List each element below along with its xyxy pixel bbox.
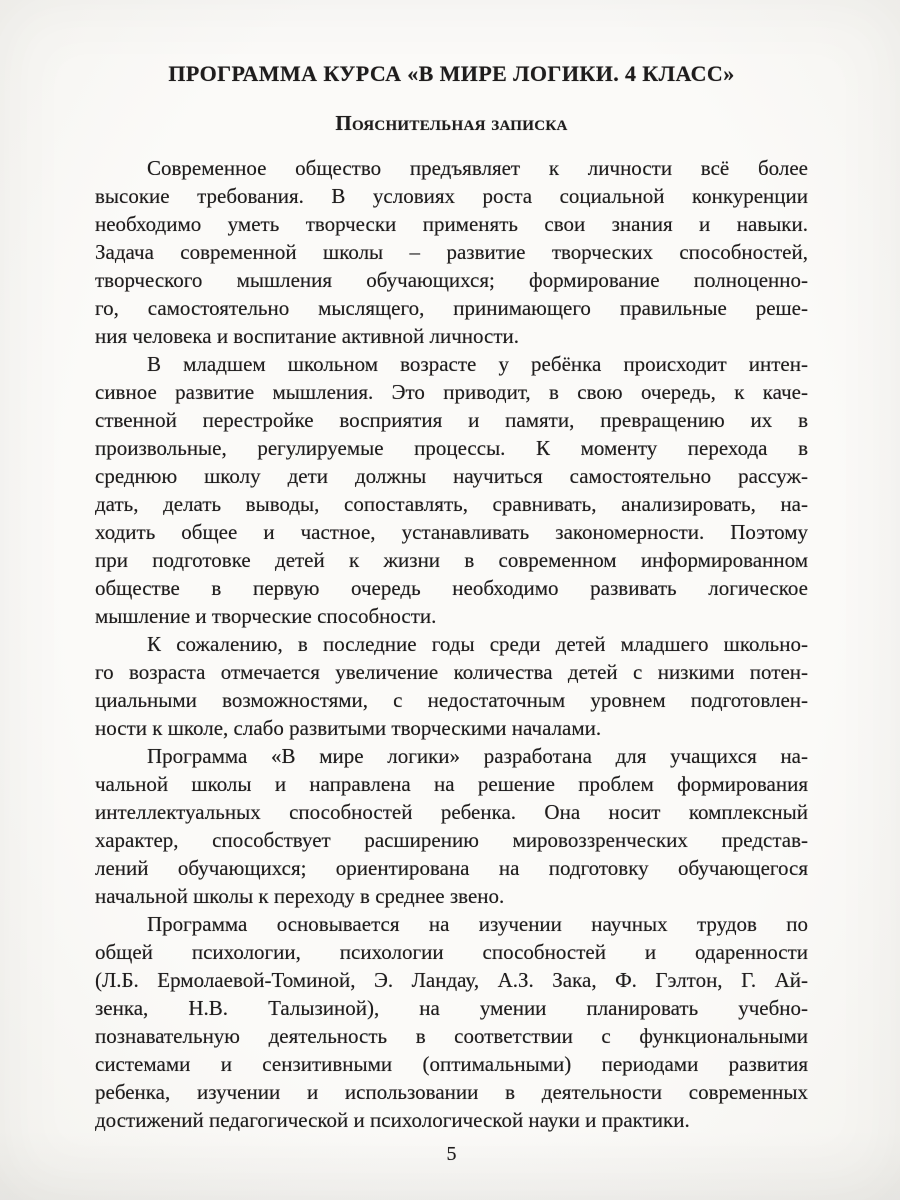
text-line: начальной школы к переходу в среднее звено.: [95, 884, 505, 908]
text-line: циальными возможностями, с недостаточным уровнем подготовлен-: [95, 688, 808, 712]
text-line: достижений педагогической и психологической науки и практики.: [95, 1108, 690, 1132]
paragraph: [95, 910, 808, 1134]
page-subtitle: Пояснительная записка: [335, 111, 568, 135]
text-line: В младшем школьном возрасте у ребёнка происходит интен-: [147, 352, 808, 376]
text-line: ребенка, изучении и использовании в деятельности современных: [95, 1080, 808, 1104]
page-number: 5: [446, 1143, 457, 1165]
text-line: Программа «В мире логики» разработана для учащихся на-: [147, 744, 808, 768]
text-line: Программа основывается на изучении научных трудов по: [147, 912, 808, 936]
text-line: необходимо уметь творчески применять свои знания и навыки.: [95, 212, 808, 236]
text-line: го возраста отмечается увеличение количества детей с низкими потен-: [95, 660, 808, 684]
paragraph: [95, 350, 808, 630]
text-line: ности к школе, слабо развитыми творческими началами.: [95, 716, 602, 740]
text-line: ственной перестройке восприятия и памяти, превращению их в: [95, 408, 808, 432]
text-line: высокие требования. В условиях роста социальной конкуренции: [95, 184, 808, 208]
text-line: лений обучающихся; ориентирована на подготовку обучающегося: [95, 856, 808, 880]
paragraph: [95, 154, 808, 350]
text-line: Задача современной школы – развитие творческих способностей,: [95, 240, 808, 264]
body-text: [95, 154, 808, 1134]
text-line: ходить общее и частное, устанавливать закономерности. Поэтому: [95, 520, 808, 544]
text-line: системами и сензитивными (оптимальными) периодами развития: [95, 1052, 808, 1076]
text-line: обществе в первую очередь необходимо развивать логическое: [95, 576, 808, 600]
page-title: ПРОГРАММА КУРСА «В МИРЕ ЛОГИКИ. 4 КЛАСС»: [168, 61, 735, 86]
text-line: познавательную деятельность в соответствии с функциональными: [95, 1024, 808, 1048]
text-line: интеллектуальных способностей ребенка. Она носит комплексный: [95, 800, 808, 824]
text-line: сивное развитие мышления. Это приводит, в свою очередь, к каче-: [95, 380, 808, 404]
text-line: дать, делать выводы, сопоставлять, сравнивать, анализировать, на-: [95, 492, 808, 516]
text-line: произвольные, регулируемые процессы. К моменту перехода в: [95, 436, 808, 460]
text-line: чальной школы и направлена на решение проблем формирования: [95, 772, 808, 796]
text-line: Современное общество предъявляет к личности всё более: [147, 156, 808, 180]
text-line: мышление и творческие способности.: [95, 604, 437, 628]
page-content: [95, 0, 808, 1166]
paragraph: [95, 742, 808, 910]
text-line: ния человека и воспитание активной личности.: [95, 324, 520, 348]
text-line: среднюю школу дети должны научиться самостоятельно рассуж-: [95, 464, 808, 488]
text-line: го, самостоятельно мыслящего, принимающего правильные реше-: [95, 296, 808, 320]
text-line: общей психологии, психологии способностей и одаренности: [95, 940, 808, 964]
text-line: К сожалению, в последние годы среди детей младшего школьно-: [147, 632, 808, 656]
paragraph: [95, 630, 808, 742]
text-line: творческого мышления обучающихся; формирование полноценно-: [95, 268, 808, 292]
text-line: (Л.Б. Ермолаевой-Томиной, Э. Ландау, А.З. Зака, Ф. Гэлтон, Г. Ай-: [95, 968, 808, 992]
text-line: зенка, Н.В. Талызиной), на умении планировать учебно-: [95, 996, 808, 1020]
text-line: при подготовке детей к жизни в современном информированном: [95, 548, 808, 572]
text-line: характер, способствует расширению мировоззренческих представ-: [95, 828, 808, 852]
